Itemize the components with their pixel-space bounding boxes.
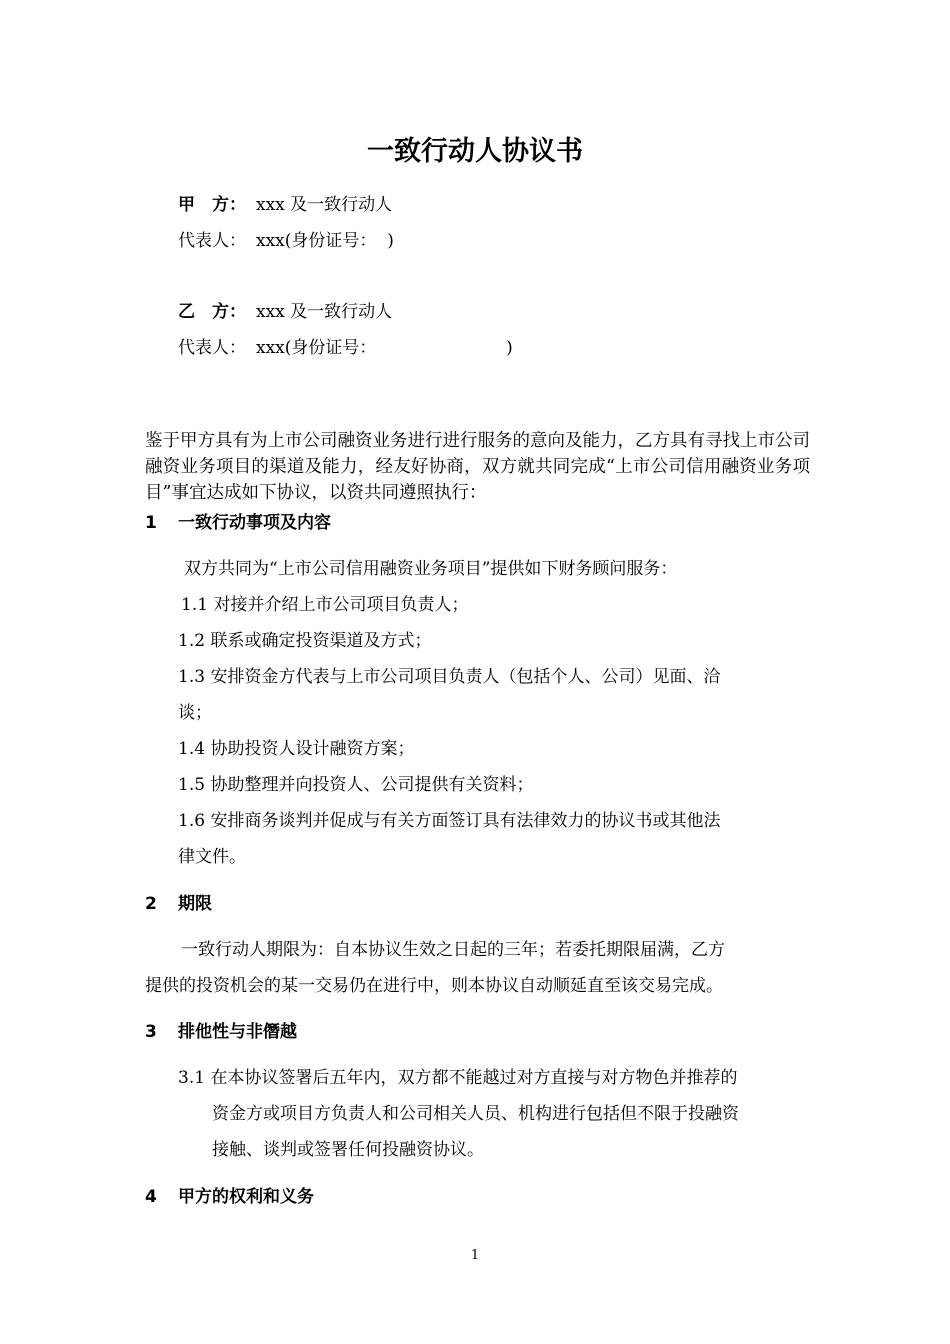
section-4-number: 4 (145, 1187, 157, 1207)
intro-paragraph: 鉴于甲方具有为上市公司融资业务进行进行服务的意向及能力，乙方具有寻找上市公司融资业务项目的渠道及能力，经友好协商，双方就共同完成“上市公司信用融资业务项目”事宜达成如下协议，以资共同遵照执行： (145, 431, 810, 503)
section-1-lead: 双方共同为“上市公司信用融资业务项目”提供如下财务顾问服务： (184, 559, 678, 579)
section-3-number: 3 (145, 1022, 157, 1042)
party-b-value: xxx 及一致行动人 (256, 302, 393, 322)
party-a-rep-label: 代表人： (178, 231, 246, 251)
party-b-rep-label: 代表人： (178, 338, 246, 358)
section-1-item: 1.5 协助整理并向投资人、公司提供有关资料； (178, 775, 534, 795)
section-3-item-line: 3.1 在本协议签署后五年内，双方都不能越过对方直接与对方物色并推荐的 (178, 1068, 738, 1088)
party-b-rep-value: xxx(身份证号： ) (256, 338, 513, 358)
section-4-title: 甲方的权利和义务 (178, 1187, 314, 1207)
section-1-item: 1.1 对接并介绍上市公司项目负责人； (181, 595, 469, 615)
document-title: 一致行动人协议书 (367, 136, 583, 167)
party-a-value: xxx 及一致行动人 (256, 195, 393, 215)
section-1-item: 1.3 安排资金方代表与上市公司项目负责人（包括个人、公司）见面、洽 (178, 667, 721, 687)
section-1-item-continued: 律文件。 (178, 847, 246, 867)
section-2-number: 2 (145, 894, 157, 914)
party-b-label: 乙 方： (178, 302, 246, 322)
section-2-text-line: 一致行动人期限为：自本协议生效之日起的三年；若委托期限届满，乙方 (181, 940, 725, 960)
section-2-title: 期限 (178, 894, 212, 914)
section-2-text-line: 提供的投资机会的某一交易仍在进行中，则本协议自动顺延直至该交易完成。 (145, 976, 723, 996)
section-3-item-line: 资金方或项目方负责人和公司相关人员、机构进行包括但不限于投融资 (212, 1104, 739, 1124)
section-3-item-line: 接触、谈判或签署任何投融资协议。 (212, 1140, 484, 1160)
party-a-rep-value: xxx(身份证号： ) (256, 231, 394, 251)
section-3-title: 排他性与非僭越 (178, 1022, 297, 1042)
section-1-number: 1 (145, 513, 157, 533)
section-1-item: 1.4 协助投资人设计融资方案； (178, 739, 415, 759)
section-1-title: 一致行动事项及内容 (178, 513, 331, 533)
section-1-item: 1.6 安排商务谈判并促成与有关方面签订具有法律效力的协议书或其他法 (178, 811, 721, 831)
section-1-item-continued: 谈； (178, 703, 212, 723)
party-a-label: 甲 方： (178, 195, 246, 215)
section-1-item: 1.2 联系或确定投资渠道及方式； (178, 631, 432, 651)
page-number: 1 (470, 1248, 480, 1263)
